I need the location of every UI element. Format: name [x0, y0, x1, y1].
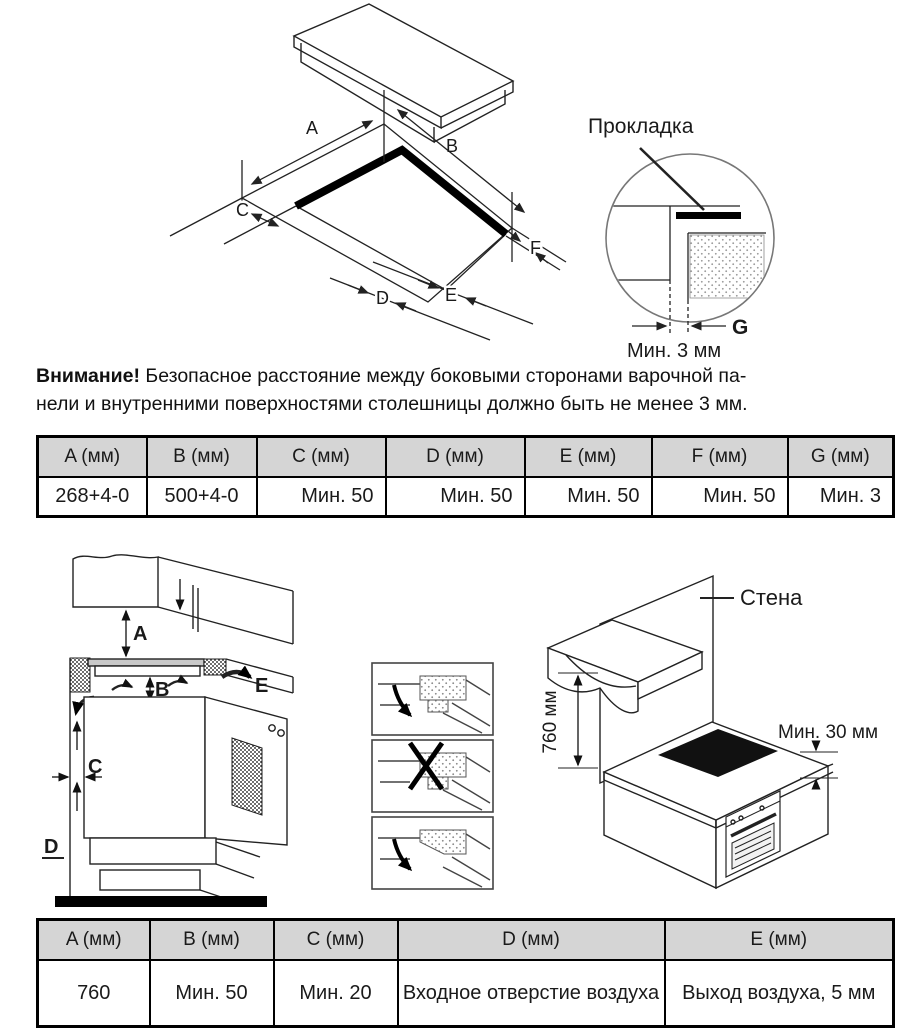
- height-label: 760 мм: [540, 690, 561, 754]
- t1-header-d: D (мм): [386, 437, 525, 478]
- t1-value-f: Мин. 50: [652, 477, 788, 517]
- table-header-row: [38, 437, 894, 478]
- t2-value-e: Выход воздуха, 5 мм: [665, 960, 894, 1027]
- t1-header-c: C (мм): [257, 437, 386, 478]
- t2-header-c: C (мм): [274, 920, 398, 961]
- cutout-outline: [170, 90, 566, 340]
- oven-dim-label-a: A: [133, 623, 148, 645]
- dim-label-f: F: [530, 238, 541, 258]
- t1-value-b: 500+4-0: [147, 477, 257, 517]
- t1-header-a: A (мм): [38, 437, 147, 478]
- t2-value-a: 760: [38, 960, 150, 1027]
- installation-diagram-figure: [0, 545, 913, 915]
- gap-label: Мин. 30 мм: [778, 722, 879, 743]
- table-value-row: [38, 477, 894, 517]
- t1-header-g: G (мм): [788, 437, 894, 478]
- t1-header-b: B (мм): [147, 437, 257, 478]
- t2-header-a: A (мм): [38, 920, 150, 961]
- t1-value-e: Мин. 50: [525, 477, 652, 517]
- gasket-title-label: Прокладка: [588, 115, 694, 138]
- t2-header-e: E (мм): [665, 920, 894, 961]
- gasket-detail-circle: [606, 148, 774, 333]
- table-value-row: [38, 960, 894, 1027]
- gasket-note-label: Мин. 3 мм: [627, 340, 722, 362]
- mounting-frames: [372, 663, 493, 889]
- mounting-frame-correct-1: [372, 663, 493, 735]
- cutout-dimensions-table: [36, 435, 895, 518]
- mounting-frame-incorrect: [372, 740, 493, 812]
- gasket-dim-label: G: [732, 316, 749, 339]
- cooktop-illustration: [294, 4, 513, 142]
- t1-value-a: 268+4-0: [38, 477, 147, 517]
- mounting-frame-correct-2: [372, 817, 493, 889]
- t2-value-b: Мин. 50: [150, 960, 274, 1027]
- oven-dim-label-b: B: [155, 679, 170, 701]
- t1-header-f: F (мм): [652, 437, 788, 478]
- oven-clearance-section: [42, 555, 293, 907]
- warning-line1: Безопасное расстояние между боковыми сторонами варочной па-: [145, 365, 747, 387]
- t1-value-d: Мин. 50: [386, 477, 525, 517]
- t1-value-c: Мин. 50: [257, 477, 386, 517]
- oven-dim-label-d: D: [44, 836, 59, 858]
- dim-label-b: B: [446, 136, 459, 156]
- t2-value-d: Входное отверстие воздуха: [398, 960, 665, 1027]
- oven-dim-label-c: C: [88, 756, 103, 778]
- t1-header-e: E (мм): [525, 437, 652, 478]
- dim-label-d: D: [376, 288, 389, 308]
- cutout-diagram-figure: [0, 0, 913, 362]
- dim-label-c: C: [236, 200, 249, 220]
- t2-value-c: Мин. 20: [274, 960, 398, 1027]
- wall-label: Стена: [740, 585, 803, 610]
- warning-text: [36, 362, 896, 419]
- installation-dimensions-table: [36, 918, 895, 1028]
- oven-dim-label-e: E: [255, 675, 269, 697]
- warning-line2: нели и внутренними поверхностями столешницы должно быть не менее 3 мм.: [36, 393, 748, 416]
- t2-header-b: B (мм): [150, 920, 274, 961]
- t1-value-g: Мин. 3: [788, 477, 894, 517]
- warning-bold: Внимание!: [36, 365, 140, 387]
- dim-label-e: E: [445, 285, 458, 305]
- table-header-row: [38, 920, 894, 961]
- t2-header-d: D (мм): [398, 920, 665, 961]
- dim-label-a: A: [306, 118, 319, 138]
